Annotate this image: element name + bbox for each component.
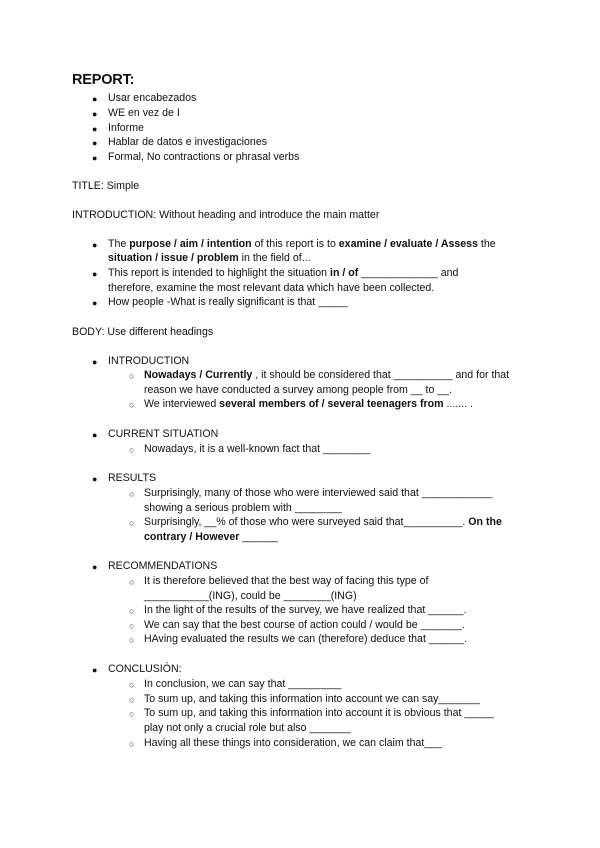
list-item: Formal, No contractions or phrasal verbs xyxy=(108,151,300,163)
list-item: Nowadays / Currently , it should be considered that __________ and for that xyxy=(144,369,510,381)
list-item-continued: ___________(ING), could be ________(ING) xyxy=(144,590,357,602)
sub-bullet-circle: ○ xyxy=(129,577,135,587)
list-item: Surprisingly, __% of those who were surveyed said that__________. On the xyxy=(144,516,502,528)
list-item-continued: reason we have conducted a survey among people from __ to __. xyxy=(144,384,452,396)
sub-bullet-circle: ○ xyxy=(129,739,135,749)
bullet-dot: ● xyxy=(92,665,98,675)
page-title: REPORT: xyxy=(72,72,135,88)
bullet-dot: ● xyxy=(92,94,98,104)
section-heading: RESULTS xyxy=(108,472,157,484)
list-item: We interviewed several members of / several teenagers from ....... . xyxy=(144,398,473,410)
bullet-dot: ● xyxy=(92,240,98,250)
bullet-dot: ● xyxy=(92,298,98,308)
list-item: We can say that the best course of action could / would be _______. xyxy=(144,619,465,631)
bullet-dot: ● xyxy=(92,474,98,484)
list-item: To sum up, and taking this information into account we can say_______ xyxy=(144,693,480,705)
introduction-line: INTRODUCTION: Without heading and introduce the main matter xyxy=(72,209,380,221)
list-item: HAving evaluated the results we can (therefore) deduce that ______. xyxy=(144,633,468,645)
section-heading: CURRENT SITUATION xyxy=(108,428,219,440)
sub-bullet-circle: ○ xyxy=(129,606,135,616)
bullet-dot: ● xyxy=(92,153,98,163)
bullet-dot: ● xyxy=(92,430,98,440)
list-item: To sum up, and taking this information into account it is obvious that _____ xyxy=(144,707,494,719)
title-line: TITLE: Simple xyxy=(72,180,140,192)
bullet-dot: ● xyxy=(92,562,98,572)
list-item-continued: contrary / However ______ xyxy=(144,531,278,543)
list-item: Usar encabezados xyxy=(108,92,197,104)
sub-bullet-circle: ○ xyxy=(129,371,135,381)
list-item: In conclusion, we can say that _________ xyxy=(144,678,342,690)
list-item: WE en vez de I xyxy=(108,107,180,119)
body-line: BODY: Use different headings xyxy=(72,326,214,338)
bullet-dot: ● xyxy=(92,269,98,279)
list-item: Hablar de datos e investigaciones xyxy=(108,136,268,148)
bullet-dot: ● xyxy=(92,138,98,148)
sub-bullet-circle: ○ xyxy=(129,445,135,455)
list-item: The purpose / aim / intention of this report is to examine / evaluate / Assess the xyxy=(108,238,496,250)
sub-bullet-circle: ○ xyxy=(129,680,135,690)
list-item-continued: showing a serious problem with ________ xyxy=(144,502,342,514)
list-item: It is therefore believed that the best way of facing this type of xyxy=(144,575,429,587)
sub-bullet-circle: ○ xyxy=(129,489,135,499)
list-item: Informe xyxy=(108,122,144,134)
bullet-dot: ● xyxy=(92,124,98,134)
sub-bullet-circle: ○ xyxy=(129,400,135,410)
list-item: Nowadays, it is a well-known fact that ________ xyxy=(144,443,371,455)
list-item: This report is intended to highlight the situation in / of _____________ and xyxy=(108,267,459,279)
list-item: In the light of the results of the survey, we have realized that ______. xyxy=(144,604,467,616)
section-heading: RECOMMENDATIONS xyxy=(108,560,218,572)
list-item: Having all these things into consideration, we can claim that___ xyxy=(144,737,442,749)
list-item: Surprisingly, many of those who were interviewed said that ____________ xyxy=(144,487,493,499)
list-item-continued: therefore, examine the most relevant data which have been collected. xyxy=(108,282,435,294)
sub-bullet-circle: ○ xyxy=(129,695,135,705)
bullet-dot: ● xyxy=(92,357,98,367)
section-heading: CONCLUSIÓN: xyxy=(108,663,182,675)
list-item-continued: situation / issue / problem in the field of... xyxy=(108,252,311,264)
list-item: How people -What is really significant is that _____ xyxy=(108,296,348,308)
section-heading: INTRODUCTION xyxy=(108,355,190,367)
sub-bullet-circle: ○ xyxy=(129,518,135,528)
sub-bullet-circle: ○ xyxy=(129,709,135,719)
bullet-dot: ● xyxy=(92,109,98,119)
sub-bullet-circle: ○ xyxy=(129,621,135,631)
list-item-continued: play not only a crucial role but also _______ xyxy=(144,722,351,734)
sub-bullet-circle: ○ xyxy=(129,635,135,645)
